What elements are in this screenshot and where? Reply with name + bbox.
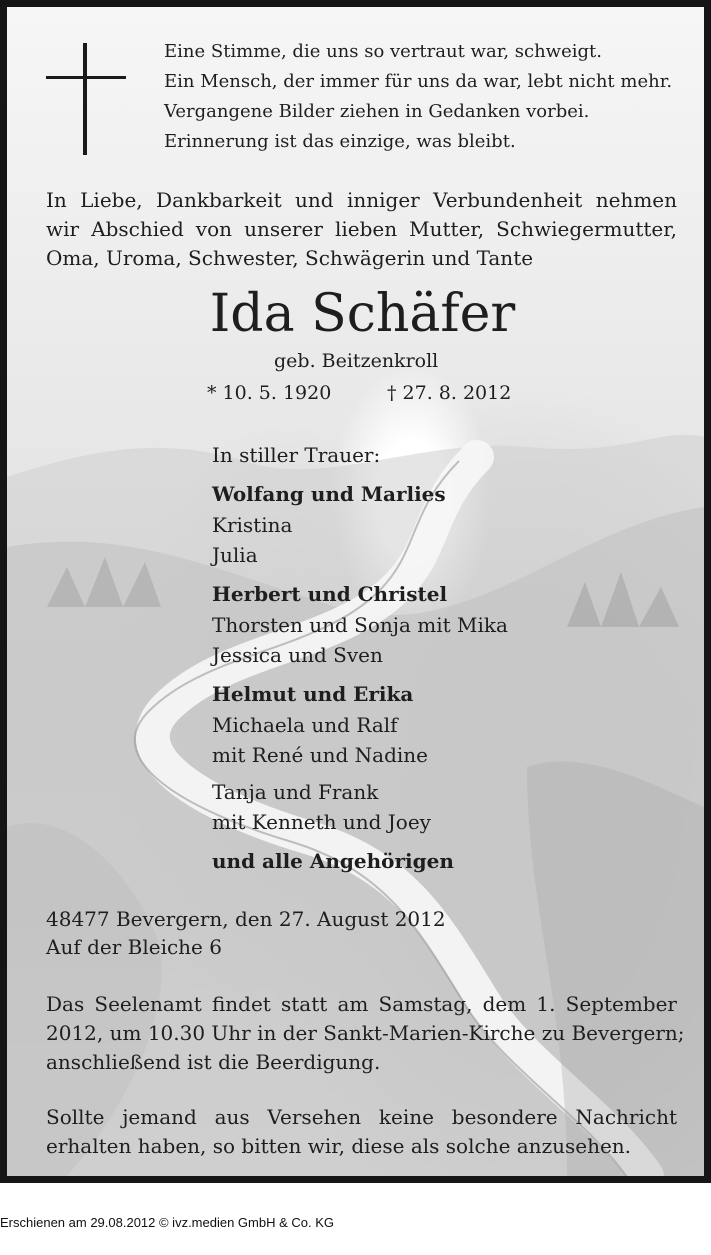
family-member: Tanja und Frank <box>212 780 379 804</box>
family-group-head: Helmut und Erika <box>212 682 414 706</box>
death-date: † 27. 8. 2012 <box>387 382 512 404</box>
cross-icon <box>83 43 87 155</box>
service-line: 2012, um 10.30 Uhr in der Sankt-Marien-Kirche zu Bevergern; <box>46 1021 685 1045</box>
address-line: Auf der Bleiche 6 <box>46 935 222 959</box>
family-member: Jessica und Sven <box>212 643 383 667</box>
poem-line: Vergangene Bilder ziehen in Gedanken vorbei. <box>164 101 590 122</box>
family-member: mit René und Nadine <box>212 743 428 767</box>
cross-icon-bar <box>46 76 126 79</box>
intro-line: wir Abschied von unserer lieben Mutter, Schwiegermutter, <box>46 217 677 241</box>
poem-line: Ein Mensch, der immer für uns da war, lebt nicht mehr. <box>164 71 673 92</box>
address-line: 48477 Bevergern, den 27. August 2012 <box>46 907 446 931</box>
poem-line: Eine Stimme, die uns so vertraut war, schweigt. <box>164 41 602 62</box>
note-line: Sollte jemand aus Versehen keine besondere Nachricht <box>46 1105 677 1129</box>
intro-line: Oma, Uroma, Schwester, Schwägerin und Tante <box>46 246 534 270</box>
family-member: Kristina <box>212 513 293 537</box>
note-paragraph <box>46 1103 677 1161</box>
family-group-head: Herbert und Christel <box>212 582 448 606</box>
birth-date: * 10. 5. 1920 <box>207 382 332 404</box>
family-member: mit Kenneth und Joey <box>212 810 431 834</box>
service-paragraph <box>46 990 685 1077</box>
family-member: Michaela und Ralf <box>212 713 398 737</box>
service-line: Das Seelenamt findet statt am Samstag, dem 1. September <box>46 992 677 1016</box>
deceased-name: Ida Schäfer <box>209 284 516 344</box>
intro-paragraph <box>46 186 677 273</box>
note-line: erhalten haben, so bitten wir, diese als solche anzusehen. <box>46 1134 632 1158</box>
service-line: anschließend ist die Beerdigung. <box>46 1050 381 1074</box>
publication-footer: Erschienen am 29.08.2012 © ivz.medien GmbH & Co. KG <box>0 1215 335 1230</box>
maiden-name: geb. Beitzenkroll <box>274 350 439 372</box>
family-member: Thorsten und Sonja mit Mika <box>212 613 508 637</box>
family-group-head: Wolfang und Marlies <box>212 482 446 506</box>
mourners-heading: In stiller Trauer: <box>212 443 381 467</box>
intro-line: In Liebe, Dankbarkeit und inniger Verbundenheit nehmen <box>46 188 677 212</box>
poem-line: Erinnerung ist das einzige, was bleibt. <box>164 131 516 152</box>
family-member: Julia <box>212 543 258 567</box>
mourners-closing: und alle Angehörigen <box>212 849 454 873</box>
